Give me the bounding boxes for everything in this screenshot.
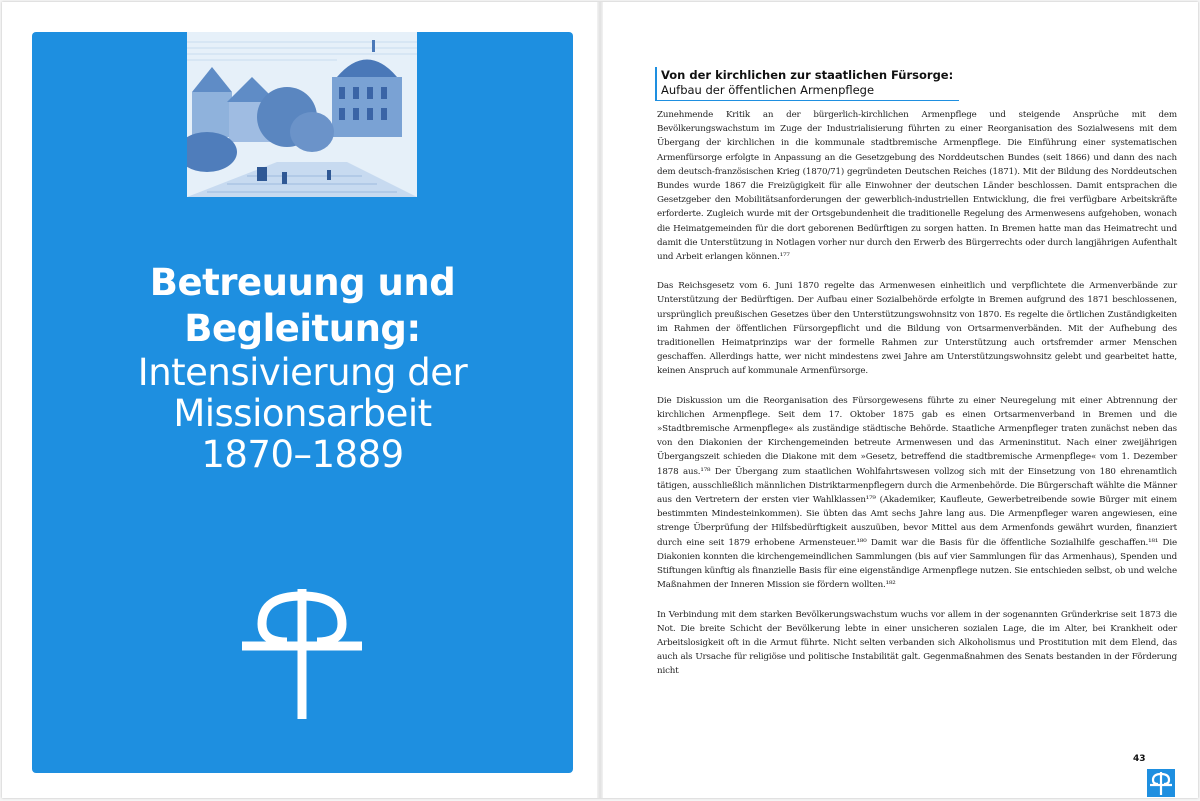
chapter-title-line-2: Missionsarbeit	[173, 392, 432, 435]
engraving-illustration	[187, 32, 417, 197]
paragraph: Das Reichsgesetz vom 6. Juni 1870 regelte das Armenwesen einheitlich und verpflichtete die Armenverbände zur Unterstützung der Bedürftigen. Der Aufbau einer Sozialbehörde erfolgte in Bremen aufgrund des 1871 beschlossenen, ursprünglich preußischen Gesetzes über den Unterstützungswohnsitz von 1870. Es regelte die örtlichen Zuständigkeiten im Rahmen der öffentlichen Fürsorgepflicht und die Bildung von Ortsarmenverbänden. Mit der Aufhebung des traditionellen Heimatprinzips war der formelle Rahmen zur Unterstützung auch ortsfremder armer Menschen geschaffen. Allerdings hatte, wer nicht mindestens zwei Jahre am Unterstützungswohnsitz gelebt und gearbeitet hatte, keinen Anspruch auf kommunale Armenfürsorge.	[657, 281, 1177, 377]
section-heading	[655, 67, 959, 101]
diakonie-cross-icon	[242, 584, 362, 724]
chapter-title-bold: Betreuung und Begleitung:	[149, 261, 456, 350]
paragraph: Zunehmende Kritik an der bürgerlich-kirchlichen Armenpflege und steigende Ansprüche mit dem Bevölkerungswachstum im Zuge der Industrialisierung führten zu einer Reorganisation des Sozialwesens mit dem Übergang der kirchlichen in die kommunale stadtbremische Armenpflege. Die Einführung einer systematischen Armenfürsorge erfolgte in Anpassung an die Gesetzgebung des Norddeutschen Bundes (seit 1866) und dann des nach dem deutsch-französischen Krieg (1870/71) gegründeten Deutschen Reiches (1871). Mit der Bildung des Norddeutschen Bundes wurde 1867 die Freizügigkeit für alle Einwohner der deutschen Länder beschlossen. Damit entsprachen die Gesetzgeber den Mobilitätsanforderungen der gewerblich-industriellen Entwicklung, die frei verfügbare Arbeitskräfte erforderte. Zugleich wurde mit der Ortsgebundenheit die traditionelle Regelung des Armenwesens aufgehoben, wonach die Heimatgemeinden für die dort geborenen Bedürftigen zu sorgen hatten. In Bremen hatte man das Heimatrecht und damit die Unterstützung in Notlagen vorher nur durch den Erwerb des Bürgerrechts oder durch langjährigen Aufenthalt und Arbeit erlangen können.¹⁷⁷	[657, 110, 1177, 263]
diakonie-cross-icon	[1147, 769, 1175, 797]
paragraph: In Verbindung mit dem starken Bevölkerungswachstum wuchs vor allem in der sogenannten Gründerkrise seit 1873 die Not. Die breite Schicht der Bevölkerung lebte in einer unsicheren sozialen Lage, die im Alter, bei Krankheit oder Arbeitslosigkeit oft in die Armut führte. Nicht selten verbanden sich Alkoholismus und Prostitution mit dem Elend, das auch als Ursache für religiöse und politische Instabilität galt. Gegenmaßnahmen des Senats bestanden in der Förderung nicht	[657, 609, 1177, 677]
page-number: 43	[1133, 754, 1146, 764]
section-heading-title: Von der kirchlichen zur staatlichen Fürsorge:	[661, 68, 954, 82]
body-text	[657, 108, 1177, 694]
chapter-title-line-1: Intensivierung der	[137, 351, 468, 394]
chapter-title	[32, 260, 573, 475]
chapter-title-line-3: 1870–1889	[201, 433, 404, 476]
section-heading-subtitle: Aufbau der öffentlichen Armenpflege	[661, 83, 875, 97]
left-page-title-panel	[32, 32, 573, 773]
paragraph: Die Diskussion um die Reorganisation des Fürsorgewesens führte zu einer Neuregelung mit einer Abtrennung der kirchlichen Armenpflege. Seit dem 17. Oktober 1875 gab es einen Ortsarmenverband in Bremen und die »Stadtbremische Armenpflege« als zuständige städtische Behörde. Staatliche Armenpfleger traten zunächst neben das von den Diakonien der Kirchengemeinden betreute Armenwesen und das Armeninstitut. Nach einer zweijährigen Übergangszeit schieden die Diakone mit dem »Gesetz, betreffend die stadtbremische Armenpflege« vom 1. Dezember 1878 aus.¹⁷⁸ Der Übergang zum staatlichen Wohlfahrtswesen vollzog sich mit der Einsetzung von 180 ehrenamtlich tätigen, ausschließlich männlichen Distriktarmenpflegern durch die Armenbehörde. Die Bürgerschaft wählte die Männer aus den Vertretern der ersten vier Wahlklassen¹⁷⁹ (Akademiker, Kaufleute, Gewerbetreibende sowie Bürger mit einem bestimmten Mindesteinkommen). Sie übten das Amt sechs Jahre lang aus. Die Armenpfleger waren angewiesen, eine strenge Überprüfung der Hilfsbedürftigkeit auszuüben, bevor Mittel aus dem Armenfonds gewährt wurden, finanziert durch eine seit 1879 erhobene Armensteuer.¹⁸⁰ Damit war die Basis für die öffentliche Sozialhilfe geschaffen.¹⁸¹ Die Diakonien konnten die kirchengemeindlichen Sammlungen (bis auf vier Sammlungen für das Armenhaus), Spenden und Stiftungen künftig als finanzielle Basis für eine eigenständige Armenpflege nutzen. Sie entschieden selbst, ob und welche Maßnahmen der Inneren Mission sie fördern wollten.¹⁸²	[657, 395, 1177, 591]
church-engraving-image	[187, 32, 417, 197]
book-gutter	[597, 2, 603, 798]
